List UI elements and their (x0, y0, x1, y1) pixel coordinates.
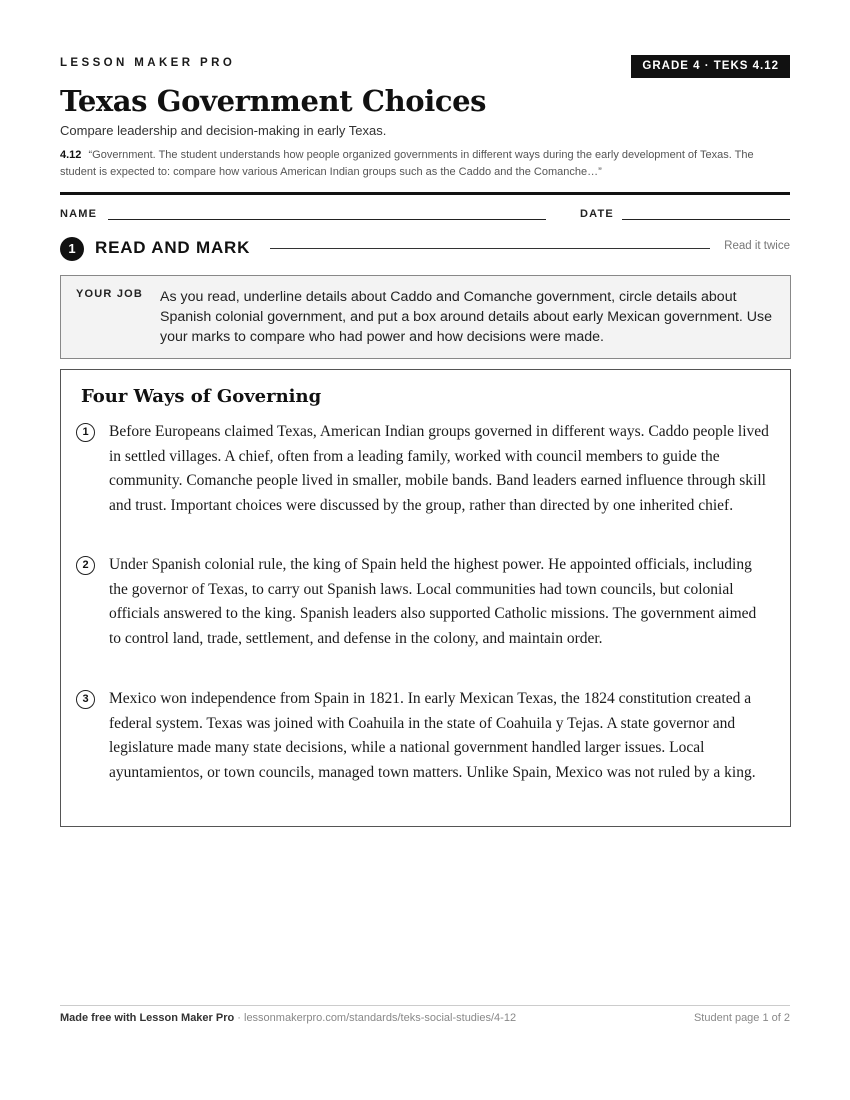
footer-divider (60, 1005, 790, 1006)
footer-url[interactable]: lessonmakerpro.com/standards/teks-social-studies/4-12 (244, 1012, 517, 1024)
reading-passage (60, 369, 791, 827)
name-label: NAME (60, 208, 98, 220)
date-label: DATE (580, 208, 614, 220)
your-job-text: As you read, underline details about Caddo and Comanche government, circle details about Spanish colonial government, and put a box around details about early Mexican government. Use your marks to compare who had power and how decisions were made. (160, 289, 773, 345)
header-divider (60, 192, 790, 195)
your-job-box (60, 275, 791, 359)
paragraph-3: Mexico won independence from Spain in 1821. In early Mexican Texas, the 1824 constitution created a federal system. Texas was joined with Coahuila in the state of Coahuila y Tejas. A state governor and legislature made many state decisions, while a national government handled larger issues. Local ayuntamientos, or town councils, managed town matters. Unlike Spain, Mexico was not ruled by a king. (109, 690, 756, 781)
section-number-badge: 1 (60, 237, 84, 261)
footer-made-with: Made free with Lesson Maker Pro (60, 1012, 235, 1024)
paragraph-number-1: 1 (76, 423, 95, 442)
section-title: READ AND MARK (95, 238, 251, 257)
footer-credit (60, 1012, 516, 1024)
name-field-line[interactable] (108, 219, 546, 220)
paragraph-1: Before Europeans claimed Texas, American Indian groups governed in different ways. Caddo people lived in settled villages. A chief, often from a leading family, worked with council members to guide the community. Comanche people lived in smaller, mobile bands. Band leaders earned influence through skill and trust. Important choices were discussed by the group, rather than directed by one inherited chief. (109, 423, 769, 514)
footer-page-number: Student page 1 of 2 (693, 1012, 790, 1024)
section-divider (270, 248, 710, 249)
standard-code: 4.12 (60, 149, 82, 161)
standard-description (60, 147, 790, 180)
passage-title: Four Ways of Governing (81, 386, 322, 407)
grade-badge: GRADE 4 · TEKS 4.12 (631, 55, 790, 78)
your-job-label: YOUR JOB (76, 288, 144, 300)
paragraph-number-2: 2 (76, 556, 95, 575)
brand-name: LESSON MAKER PRO (60, 57, 236, 69)
footer-separator: · (234, 1012, 244, 1024)
page-title: Texas Government Choices (60, 84, 487, 118)
paragraph-2: Under Spanish colonial rule, the king of Spain held the highest power. He appointed officials, including the governor of Texas, to carry out Spanish laws. Local communities had town councils, but colonial officials answered to the king. Spanish leaders also supported Catholic missions. The government aimed to control land, trade, settlement, and defense in the colony, and maintain order. (109, 556, 757, 647)
section-hint: Read it twice (724, 240, 790, 252)
page-subtitle: Compare leadership and decision-making in early Texas. (60, 123, 387, 138)
paragraph-number-3: 3 (76, 690, 95, 709)
date-field-line[interactable] (622, 219, 790, 220)
standard-text: “Government. The student understands how people organized governments in different ways during the early development of Texas. The student is expected to: compare how various American Indian groups such as the Caddo and the Comanche…” (60, 149, 754, 178)
